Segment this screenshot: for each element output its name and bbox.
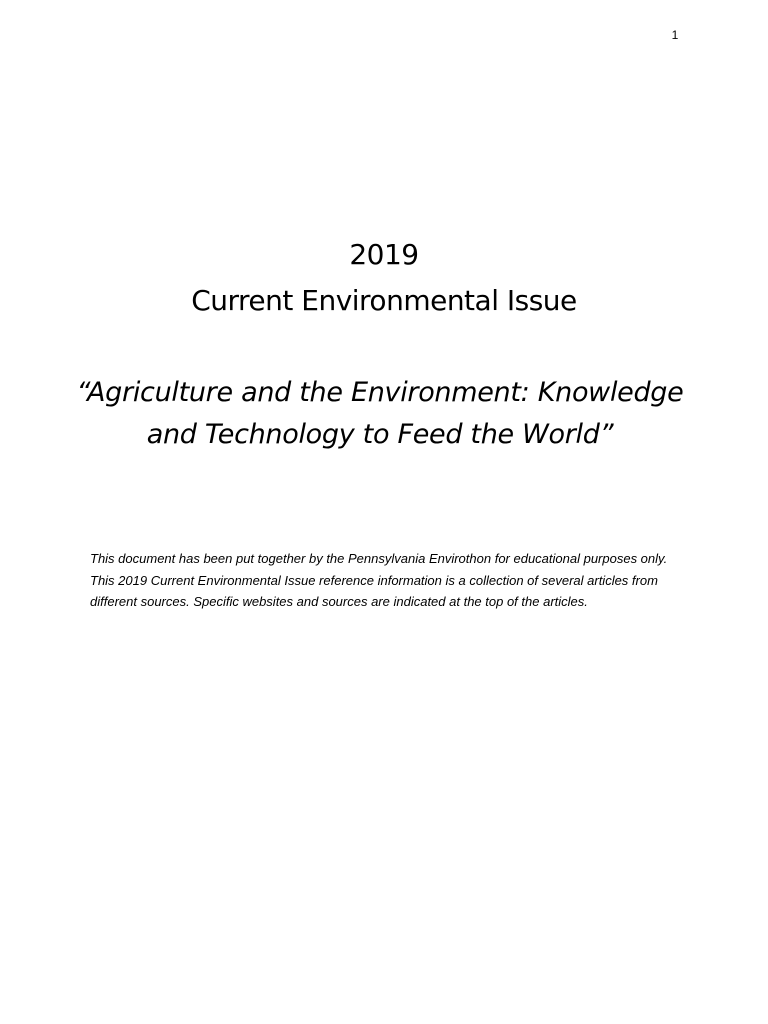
page-number: 1 — [671, 28, 679, 42]
intro-paragraph: This document has been put together by the Pennsylvania Envirothon for educational purposes only. This 2019 Current Environmental Issue reference information is a collection of several articles from different sources. Specific websites and sources are indicated at the top of the articles. — [90, 551, 668, 609]
subtitle-line-2: and Technology to Feed the World” — [146, 419, 614, 450]
title-heading: Current Environmental Issue — [191, 284, 577, 317]
subtitle-line-1: “Agriculture and the Environment: Knowledge — [76, 377, 684, 408]
subtitle-block — [40, 372, 720, 456]
title-year: 2019 — [349, 238, 419, 271]
title-block — [0, 232, 768, 324]
